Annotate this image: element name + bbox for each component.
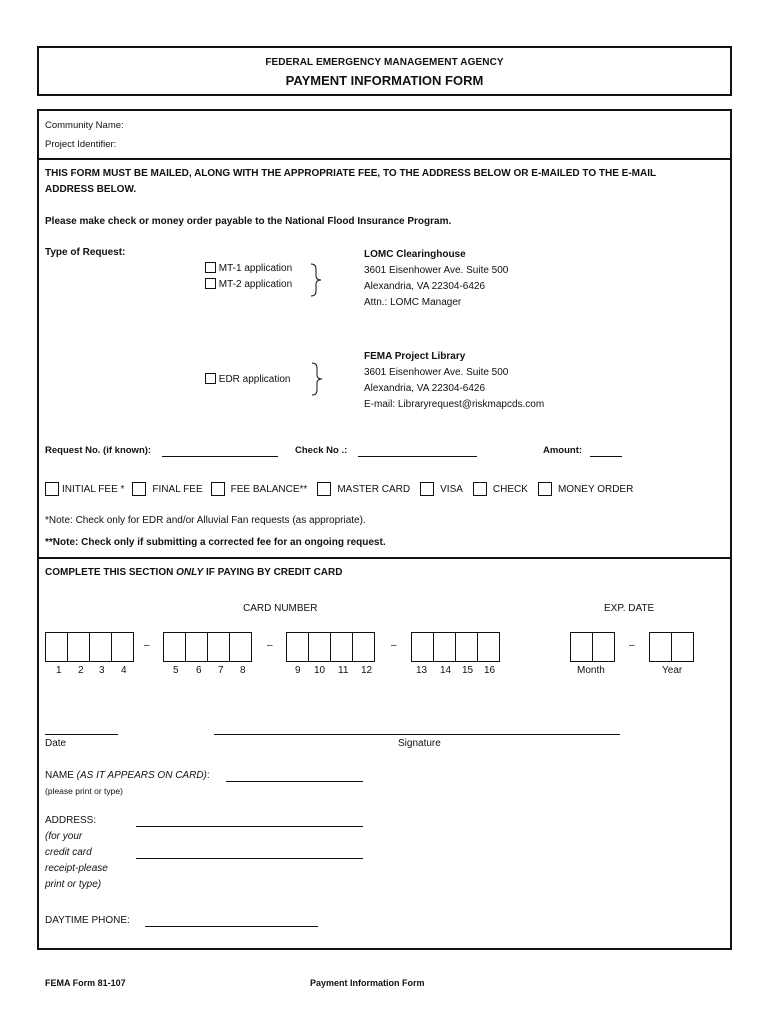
mt1-label: MT-1 application — [218, 263, 293, 274]
card-digits-1-4 — [45, 632, 133, 662]
exp-year-digit-1[interactable] — [649, 632, 672, 662]
card-digits-5-8 — [163, 632, 251, 662]
digit-label-5: 5 — [173, 665, 179, 676]
date-label: Date — [45, 738, 67, 749]
card-digit-14[interactable] — [433, 632, 456, 662]
card-digit-16[interactable] — [477, 632, 500, 662]
amount-field[interactable] — [590, 456, 622, 457]
initial-fee-label: INITIAL FEE * — [62, 483, 125, 495]
digit-label-8: 8 — [240, 665, 246, 676]
address-hint-4: print or type) — [45, 879, 102, 890]
digit-label-14: 14 — [440, 665, 452, 676]
exp-year-boxes — [649, 632, 693, 662]
final-fee-checkbox[interactable] — [132, 482, 146, 496]
digit-label-11: 11 — [338, 665, 349, 676]
year-label: Year — [662, 665, 683, 676]
digit-label-15: 15 — [462, 665, 474, 676]
form-title: PAYMENT INFORMATION FORM — [285, 73, 484, 88]
address-hint-1: (for your — [45, 831, 83, 842]
digit-label-6: 6 — [196, 665, 202, 676]
digit-label-9: 9 — [295, 665, 301, 676]
exp-month-digit-1[interactable] — [570, 632, 593, 662]
exp-dash: – — [629, 640, 635, 651]
card-digit-4[interactable] — [111, 632, 134, 662]
lomc-address-line1: 3601 Eisenhower Ave. Suite 500 — [364, 265, 509, 276]
edr-option[interactable] — [205, 373, 291, 385]
form-header — [37, 46, 732, 96]
library-address-line2: Alexandria, VA 22304-6426 — [364, 383, 486, 394]
daytime-phone-field[interactable] — [145, 926, 318, 927]
exp-date-label: EXP. DATE — [604, 603, 655, 614]
mail-instruction-line2: ADDRESS BELOW. — [45, 184, 137, 195]
initial-fee-checkbox[interactable] — [45, 482, 59, 496]
mt1-checkbox[interactable] — [205, 262, 216, 273]
card-digit-5[interactable] — [163, 632, 186, 662]
money-order-checkbox[interactable] — [538, 482, 552, 496]
footer-form-name: Payment Information Form — [310, 978, 425, 988]
card-dash: – — [267, 640, 273, 651]
check-no-label: Check No .: — [295, 445, 348, 456]
edr-brace-icon — [310, 362, 324, 396]
digit-label-12: 12 — [361, 665, 373, 676]
mt2-label: MT-2 application — [218, 279, 293, 290]
mt-brace-icon — [309, 263, 323, 297]
card-digit-3[interactable] — [89, 632, 112, 662]
exp-month-digit-2[interactable] — [592, 632, 615, 662]
digit-label-10: 10 — [314, 665, 326, 676]
date-field[interactable] — [45, 734, 118, 735]
card-digit-7[interactable] — [207, 632, 230, 662]
edr-label: EDR application — [218, 374, 291, 385]
exp-month-boxes — [570, 632, 614, 662]
card-digit-12[interactable] — [352, 632, 375, 662]
card-digit-2[interactable] — [67, 632, 90, 662]
name-hint: (please print or type) — [45, 786, 123, 796]
signature-label: Signature — [398, 738, 441, 749]
address-field-line2[interactable] — [136, 858, 363, 859]
card-digit-9[interactable] — [286, 632, 309, 662]
divider — [39, 557, 730, 559]
lomc-address-line2: Alexandria, VA 22304-6426 — [364, 281, 486, 292]
request-no-field[interactable] — [162, 456, 278, 457]
mt1-option[interactable] — [205, 262, 292, 274]
amount-label: Amount: — [543, 445, 583, 456]
visa-label: VISA — [440, 483, 463, 495]
card-digit-13[interactable] — [411, 632, 434, 662]
edr-checkbox[interactable] — [205, 373, 216, 384]
money-order-label: MONEY ORDER — [557, 483, 634, 495]
agency-name: FEDERAL EMERGENCY MANAGEMENT AGENCY — [265, 57, 504, 68]
cardholder-name-label: NAME (AS IT APPEARS ON CARD): — [45, 770, 210, 781]
fee-balance-label: FEE BALANCE** — [230, 483, 308, 495]
check-no-field[interactable] — [358, 456, 477, 457]
mt2-checkbox[interactable] — [205, 278, 216, 289]
digit-label-1: 1 — [56, 665, 62, 676]
note-edr: *Note: Check only for EDR and/or Alluvial Fan requests (as appropriate). — [45, 515, 366, 526]
address-hint-2: credit card — [45, 847, 92, 858]
request-no-label: Request No. (if known): — [45, 445, 152, 456]
card-dash: – — [391, 640, 397, 651]
address-label: ADDRESS: — [45, 815, 97, 826]
mt2-option[interactable] — [205, 278, 292, 290]
final-fee-label: FINAL FEE — [152, 483, 203, 495]
project-identifier-label: Project Identifier: — [45, 139, 117, 150]
address-hint-3: receipt-please — [45, 863, 108, 874]
credit-card-heading: COMPLETE THIS SECTION ONLY IF PAYING BY CREDIT CARD — [45, 567, 343, 578]
lomc-name: LOMC Clearinghouse — [364, 249, 466, 260]
card-digit-10[interactable] — [308, 632, 331, 662]
card-digit-1[interactable] — [45, 632, 68, 662]
signature-field[interactable] — [214, 734, 620, 735]
master-card-checkbox[interactable] — [317, 482, 331, 496]
digit-label-13: 13 — [416, 665, 428, 676]
lomc-address-line3: Attn.: LOMC Manager — [364, 297, 462, 308]
digit-label-3: 3 — [99, 665, 105, 676]
payment-options — [45, 482, 633, 496]
note-corrected-fee: **Note: Check only if submitting a corrected fee for an ongoing request. — [45, 537, 386, 548]
visa-checkbox[interactable] — [420, 482, 434, 496]
cardholder-name-field[interactable] — [226, 781, 363, 782]
library-email: E-mail: Libraryrequest@riskmapcds.com — [364, 399, 545, 410]
address-field-line1[interactable] — [136, 826, 363, 827]
payable-instruction: Please make check or money order payable to the National Flood Insurance Program. — [45, 216, 452, 227]
library-address-line1: 3601 Eisenhower Ave. Suite 500 — [364, 367, 509, 378]
check-label: CHECK — [492, 483, 528, 495]
exp-year-digit-2[interactable] — [671, 632, 694, 662]
card-digit-15[interactable] — [455, 632, 478, 662]
library-name: FEMA Project Library — [364, 351, 466, 362]
type-of-request-label: Type of Request: — [45, 247, 126, 258]
card-number-label: CARD NUMBER — [243, 603, 318, 614]
community-name-label: Community Name: — [45, 120, 124, 131]
digit-label-7: 7 — [218, 665, 224, 676]
card-digit-8[interactable] — [229, 632, 252, 662]
divider — [39, 158, 730, 160]
digit-label-4: 4 — [121, 665, 127, 676]
form-body — [37, 109, 732, 950]
digit-label-16: 16 — [484, 665, 496, 676]
card-dash: – — [144, 640, 150, 651]
form-number: FEMA Form 81-107 — [45, 978, 126, 988]
daytime-phone-label: DAYTIME PHONE: — [45, 915, 130, 926]
card-digit-6[interactable] — [185, 632, 208, 662]
master-card-label: MASTER CARD — [337, 483, 411, 495]
card-digits-9-12 — [286, 632, 374, 662]
mail-instruction-line1: THIS FORM MUST BE MAILED, ALONG WITH THE APPROPRIATE FEE, TO THE ADDRESS BELOW OR E-MAILED TO THE E-MAIL — [45, 168, 657, 179]
month-label: Month — [577, 665, 605, 676]
card-digits-13-16 — [411, 632, 499, 662]
card-digit-11[interactable] — [330, 632, 353, 662]
check-checkbox[interactable] — [473, 482, 487, 496]
fee-balance-checkbox[interactable] — [211, 482, 225, 496]
digit-label-2: 2 — [78, 665, 84, 676]
